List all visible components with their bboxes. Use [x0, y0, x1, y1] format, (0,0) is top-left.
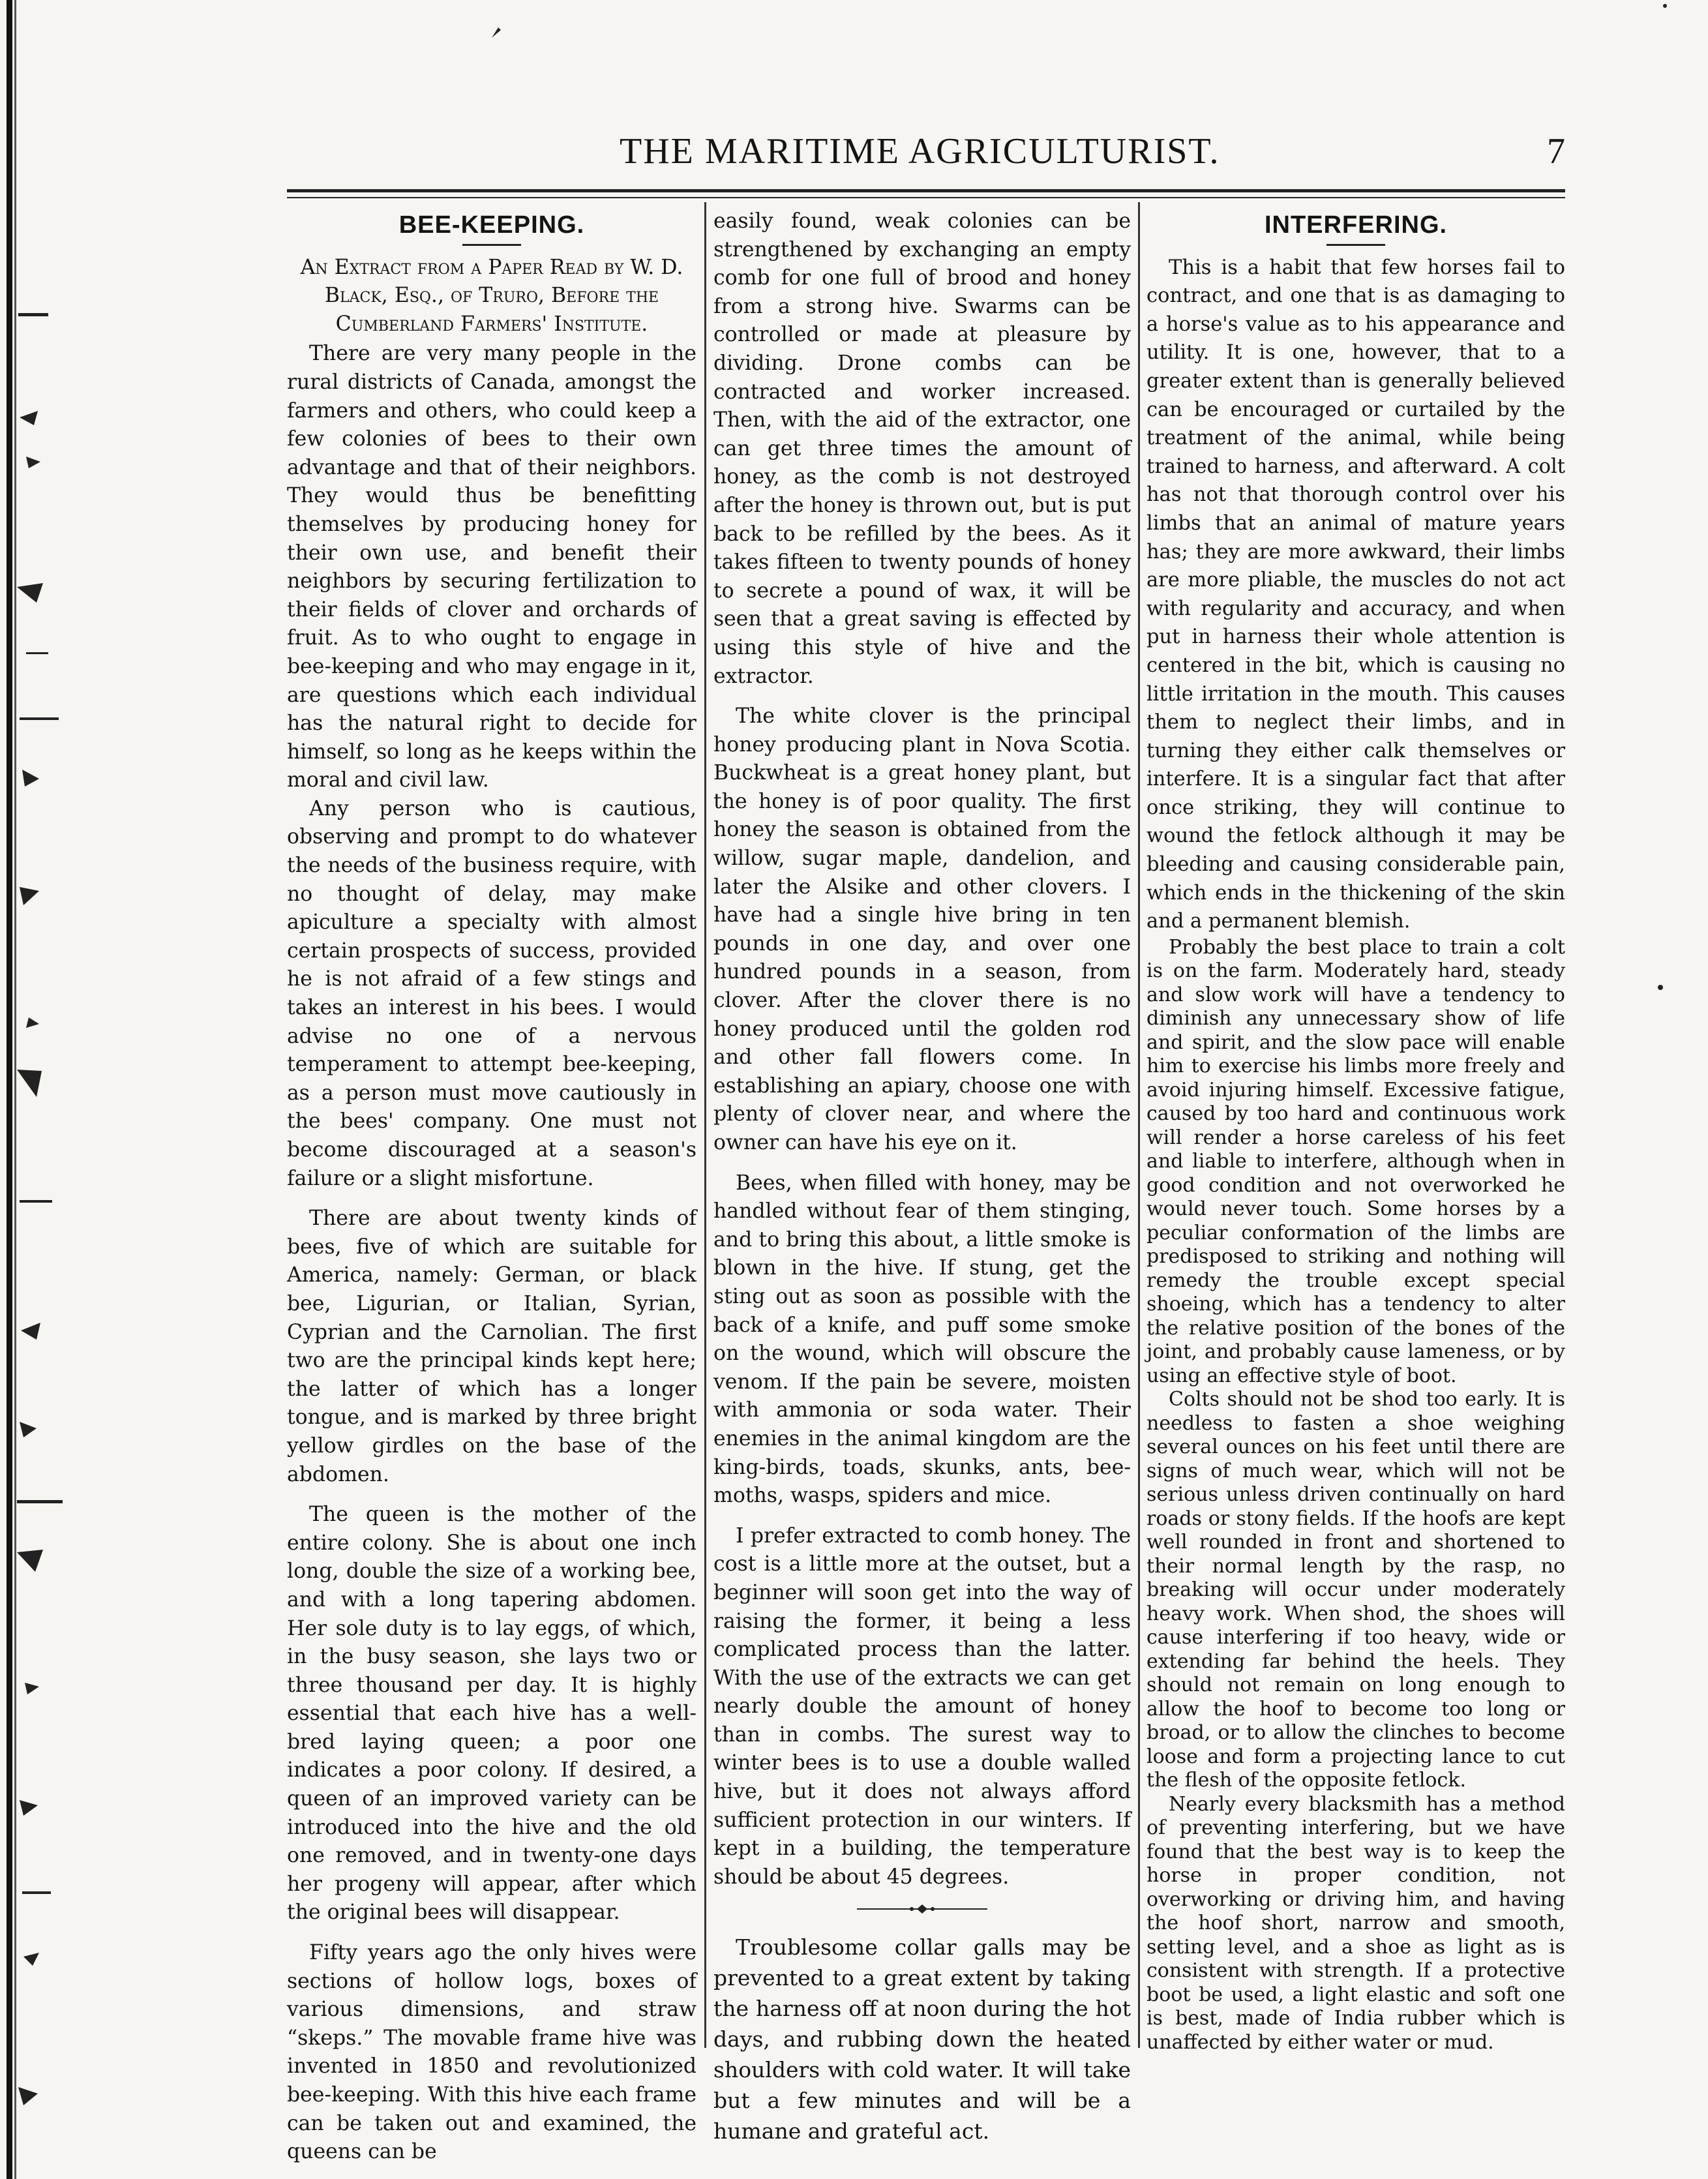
column-1 — [287, 207, 697, 2164]
paragraph: This is a habit that few horses fail to contract, and one that is as damaging to a horse's value as to his appearance and utility. It is one, however, that to a greater extent than is generally believed can be encouraged or curtailed by the treatment of the animal, while being trained to harness, and afterward. A colt has not that thorough control over his limbs that an animal of mature years has; they are more awkward, their limbs are more pliable, the muscles do not act with regularity and accuracy, and when put in harness their whole attention is centered in the bit, which is causing no little irritation in the mouth. This causes them to neglect their limbs, and in turning they either calk themselves or interfere. It is a singular fact that after once striking, they will continue to wound the fetlock although it may be bleeding and causing considerable pain, which ends in the thickening of the skin and a permanent blemish. — [1146, 256, 1565, 933]
article-heading: INTERFERING. — [1264, 211, 1448, 239]
column-divider — [1138, 202, 1140, 2048]
article-subheading: An Extract from a Paper Read by W. D. Black, Esq., of Truro, Before the Cumberland Farmers' Institute. — [300, 255, 683, 336]
heading-rule — [462, 244, 521, 246]
paragraph: There are about twenty kinds of bees, five of which are suitable for America, namely: German, or black bee, Ligurian, or Italian, Syrian, Cyprian and the Carnolian. The first two are the principal kinds kept here; the latter of which has a longer tongue, and is marked by three bright yellow girdles on the base of the abdomen. — [287, 1207, 697, 1486]
stray-dot — [1662, 3, 1668, 9]
paragraph: I prefer extracted to comb honey. The cost is a little more at the outset, but a beginner will soon get into the way of raising the former, it being a less complicated process than the latter. With the use of the extracts we can get nearly double the amount of honey than in combs. The surest way to winter bees is to use a double walled hive, but it does not always afford sufficient protection in our winters. If kept in a building, the temperature should be about 45 degrees. — [713, 1524, 1131, 1889]
binding-edge — [0, 0, 72, 2179]
paragraph: There are very many people in the rural districts of Canada, amongst the farmers and others, who could keep a few colonies of bees to their own advantage and that of their neighbors. They would thus be benefitting themselves by producing honey for their own use, and benefit their neighbors by securing fertilization to their fields of clover and orchards of fruit. As to who ought to engage in bee-keeping and who may engage in it, are questions which each individual has the natural right to decide for himself, so long as he keeps within the moral and civil law. — [287, 342, 697, 792]
paragraph: Troublesome collar galls may be prevented to a great extent by taking the harness off at noon during the hot days, and rubbing down the heated shoulders with cold water. It will take but a few minutes and will be a humane and grateful act. — [713, 1934, 1131, 2144]
paragraph: Any person who is cautious, observing and prompt to do whatever the needs of the business require, with no thought of delay, may make apiculture a specialty with almost certain prospects of success, provided he is not afraid of a few stings and takes an interest in his bees. I would advise no one of a nervous temperament to attempt bee-keeping, as a person must move cautiously in the bees' company. One must not become discouraged at a season's failure or a slight misfortune. — [287, 796, 697, 1190]
masthead-title: THE MARITIME AGRICULTURIST. — [620, 131, 1220, 172]
paragraph: Probably the best place to train a colt is on the farm. Moderately hard, steady and slow work will have a tendency to diminish any unnecessary show of life and spirit, and the slow pace will enable him to exercise his limbs more freely and avoid injuring himself. Excessive fatigue, caused by too hard and continuous work will render a horse careless of his feet and liable to interfere, although when in good condition and not overworked he would never touch. Some horses by a peculiar conformation of the limbs are predisposed to striking and nothing will remedy the trouble except special shoeing, which has a tendency to alter the relative position of the bones of the joint, and probably cause lameness, or by using an effective style of boot. — [1146, 935, 1565, 1387]
column-divider — [704, 202, 706, 2048]
section-ornament — [857, 1904, 987, 1914]
paragraph: easily found, weak colonies can be strengthened by exchanging an empty comb for one full of brood and honey from a strong hive. Swarms can be controlled or made at pleasure by dividing. Drone combs can be contracted and worker increased. Then, with the aid of the extractor, one can get three times the amount of honey, as the comb is not destroyed after the honey is thrown out, but is put back to be refilled by the bees. As it takes fifteen to twenty pounds of honey to secrete a pound of wax, it will be seen that a great saving is effected by using this style of hive and the extractor. — [713, 209, 1131, 688]
header-rule-thin — [287, 197, 1565, 198]
header-rule — [287, 189, 1565, 192]
stray-mark — [489, 26, 502, 40]
column-2 — [713, 207, 1131, 2144]
paragraph: Nearly every blacksmith has a method of preventing interfering, but we have found that the best way is to keep the horse in proper condition, not overworking or driving him, and having the hoof short, narrow and smooth, setting level, and a shoe as light as is consistent with strength. If a protective boot be used, a light elastic and soft one is best, made of India rubber which is unaffected by either water or mud. — [1146, 1792, 1565, 2054]
paragraph: Colts should not be shod too early. It is needless to fasten a shoe weighing several ounces on his feet until there are signs of much wear, which will not be serious unless driven continually on hard roads or stony fields. If the hoofs are kept well rounded in front and shortened to their normal length by the rasp, no breaking will occur under moderately heavy work. When shod, the shoes will cause interfering if too heavy, wide or extending far behind the heels. They should not remain on long enough to allow the hoof to become too long or broad, or to allow the clinches to become loose and form a projecting lance to cut the flesh of the opposite fetlock. — [1146, 1388, 1565, 1792]
paragraph: Fifty years ago the only hives were sections of hollow logs, boxes of various dimensions, and straw “skeps.” The movable frame hive was invented in 1850 and revolutionized bee-keeping. With this hive each frame can be taken out and examined, the queens can be — [287, 1941, 697, 2164]
paragraph: Bees, when filled with honey, may be handled without fear of them stinging, and to bring this about, a little smoke is blown in the hive. If stung, get the sting out as soon as possible with the back of a knife, and puff some smoke on the wound, which will obscure the venom. If the pain be severe, moisten with ammonia or soda water. Their enemies in the animal kingdom are the king-birds, toads, skunks, ants, bee-moths, wasps, spiders and mice. — [713, 1171, 1131, 1508]
page-number: 7 — [1547, 131, 1565, 172]
article-heading: BEE-KEEPING. — [398, 211, 585, 239]
stray-dot — [1656, 984, 1664, 991]
paragraph: The white clover is the principal honey producing plant in Nova Scotia. Buckwheat is a great honey plant, but the honey is of poor quality. The first honey the season is obtained from the willow, sugar maple, dandelion, and later the Alsike and other clovers. I have had a single hive bring in ten pounds in one day, and over one hundred pounds in a season, from clover. After the clover there is no honey produced until the golden rod and other fall flowers come. In establishing an apiary, choose one with plenty of clover near, and where the owner can have his eye on it. — [713, 704, 1131, 1154]
paragraph: The queen is the mother of the entire colony. She is about one inch long, double the size of a working bee, and with a long tapering abdomen. Her sole duty is to lay eggs, of which, in the busy season, she lays two or three thousand per day. It is highly essential that each hive has a well-bred laying queen; a poor one indicates a poor colony. If desired, a queen of an improved variety can be introduced into the hive and the old one removed, and in twenty-one days her progeny will appear, after which the original bees will disappear. — [287, 1503, 697, 1925]
heading-rule — [1326, 244, 1385, 246]
page-header — [339, 130, 1565, 183]
column-3 — [1146, 207, 1565, 2060]
